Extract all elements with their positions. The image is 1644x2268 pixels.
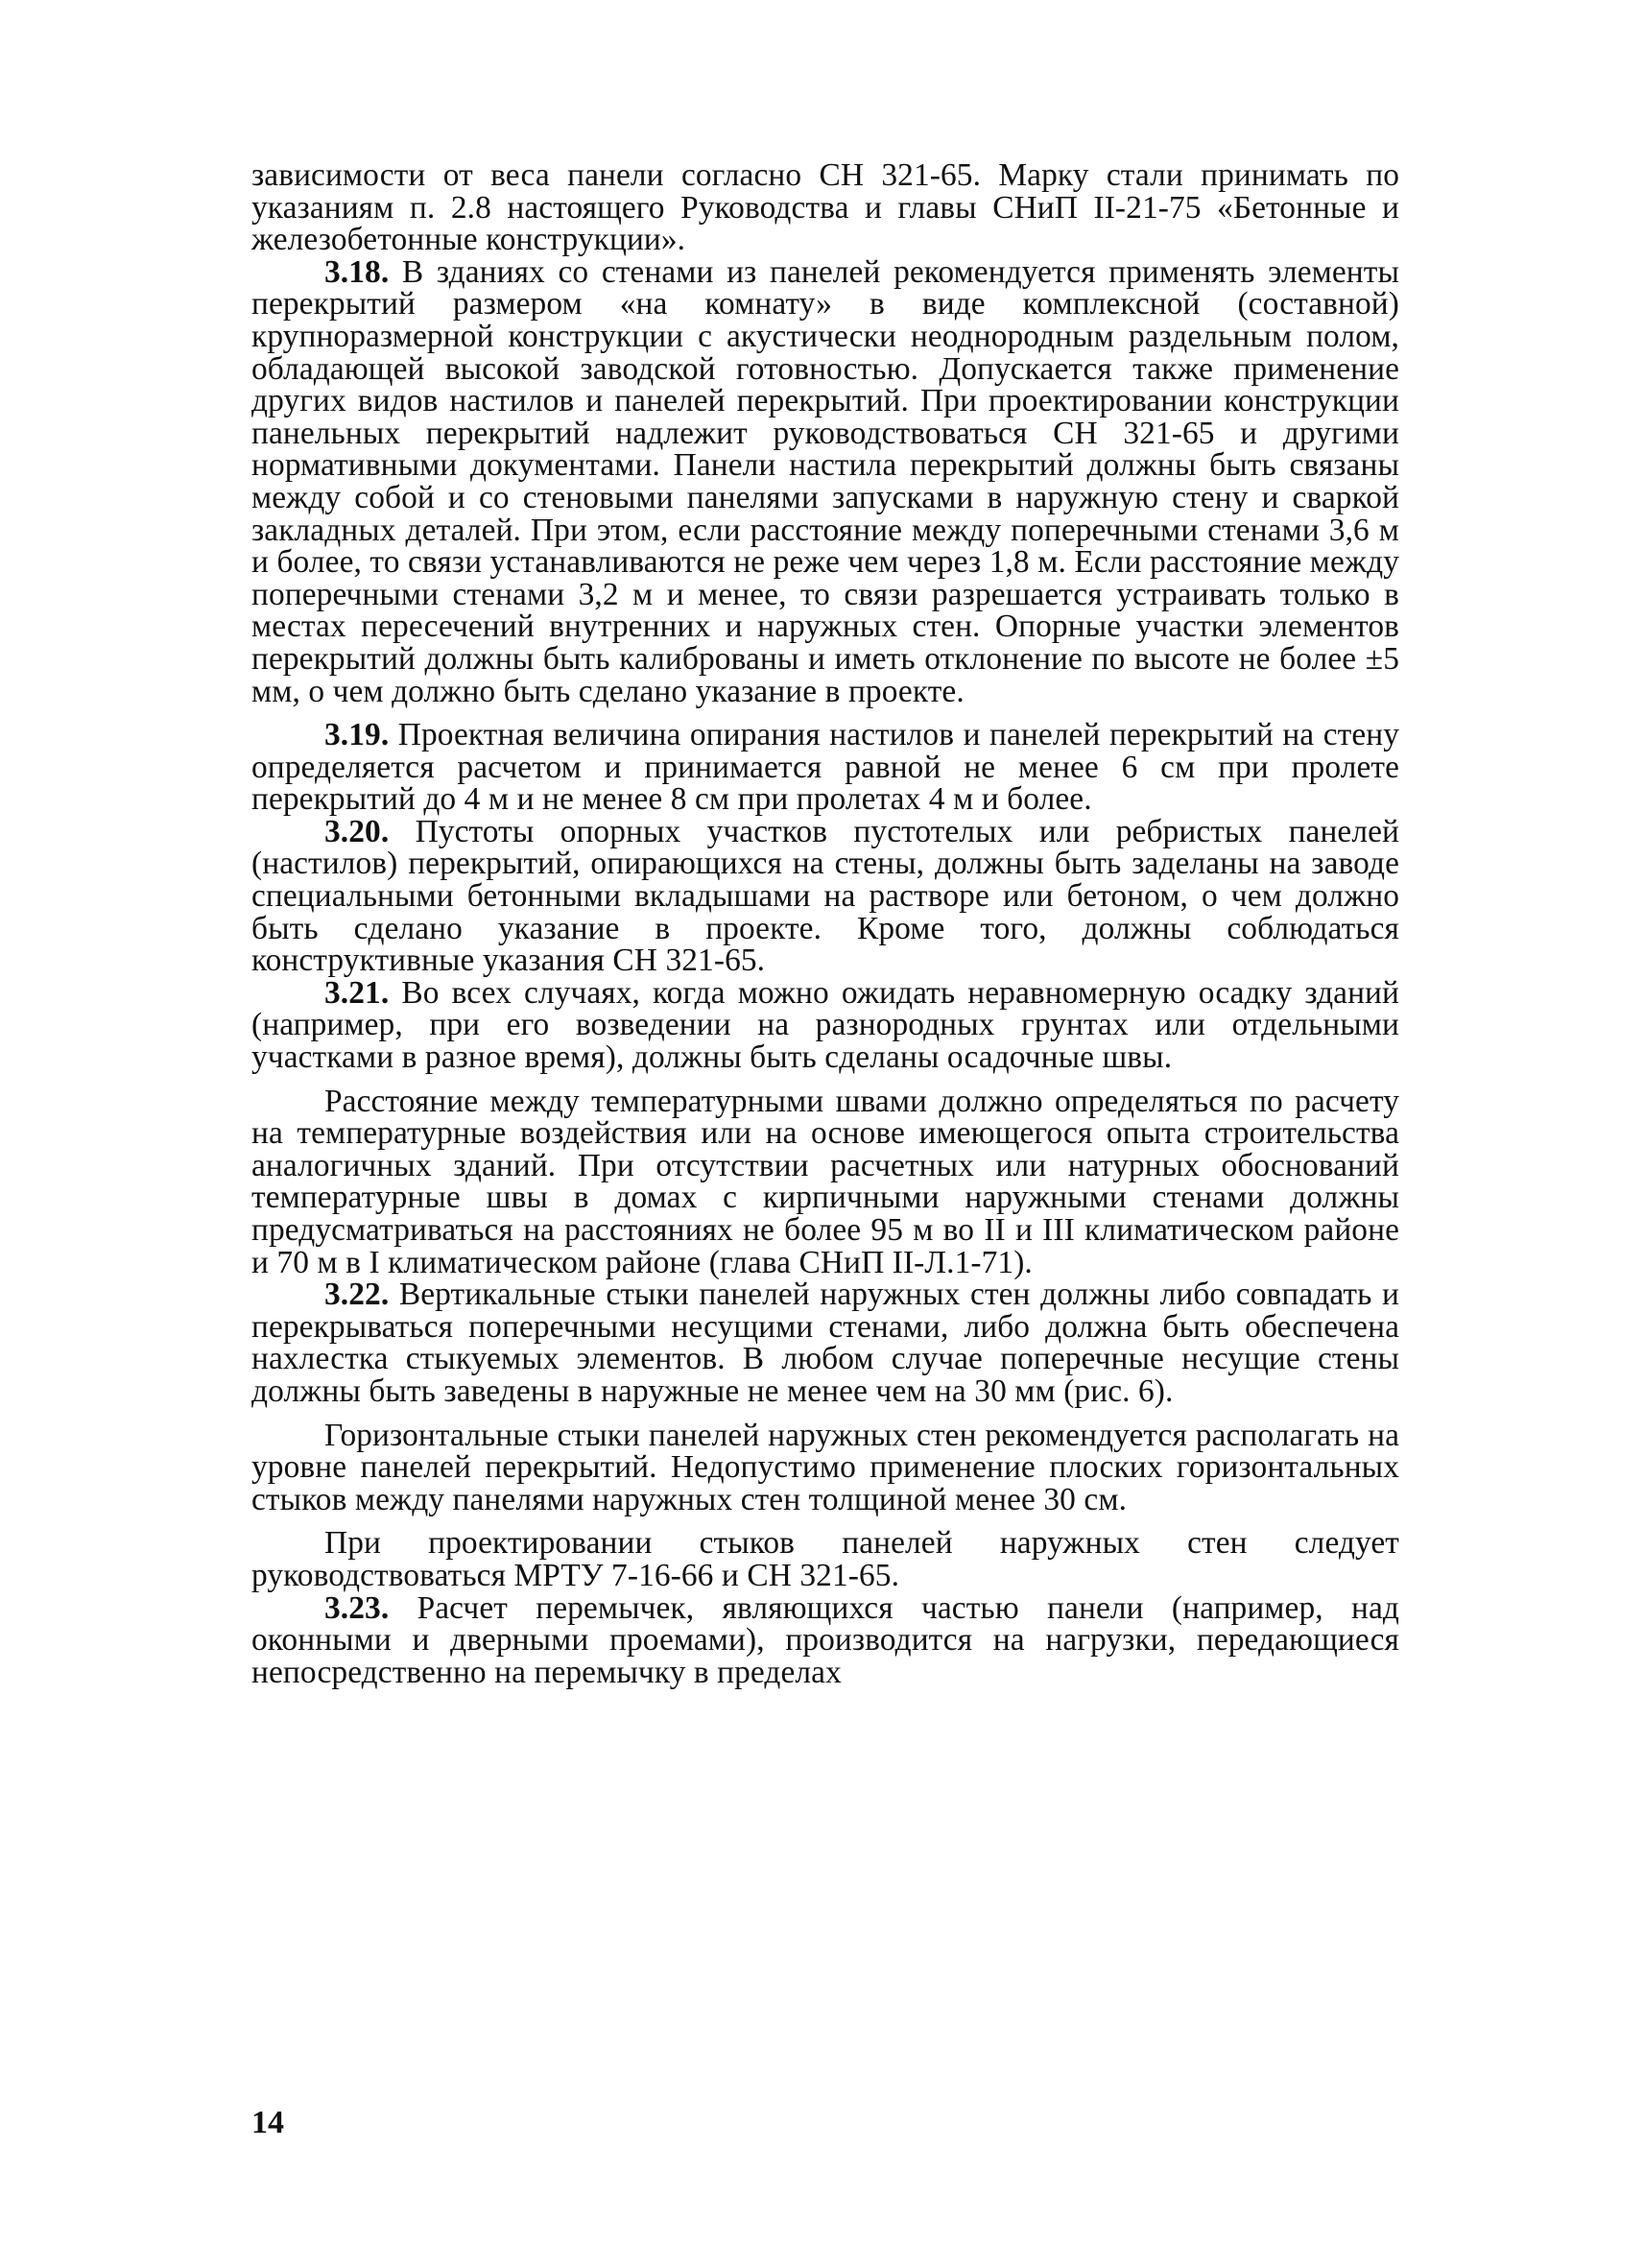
paragraph-text: При проектировании стыков панелей наружных стен следует руководствоваться МРТУ 7-16-66 и СН 321-65. — [251, 1525, 1399, 1593]
section-number: 3.19. — [324, 717, 390, 753]
paragraph — [251, 1589, 1399, 1690]
paragraph-text: Во всех случаях, когда можно ожидать неравномерную осадку зданий (например, при его возведении на разнородных грунтах или отдельными участками в разное время), должны быть сделаны осадочные швы. — [251, 974, 1399, 1076]
paragraph-text: Проектная величина опирания настилов и панелей перекрытий на стену определяется расчетом и принимается равной не менее 6 см при пролете перекрытий до 4 м и не менее 8 см при пролетах 4 м и более. — [251, 717, 1399, 818]
section-number: 3.20. — [324, 813, 390, 849]
paragraph — [251, 1278, 1399, 1407]
paragraph-text: Расчет перемычек, являющихся частью панели (например, над оконными и дверными проемами), производится на нагрузки, передающиеся непосредственно на перемычку в пределах — [251, 1589, 1399, 1690]
paragraph-text: Вертикальные стыки панелей наружных стен должны либо совпадать и перекрываться поперечными несущими стенами, либо должна быть обеспечена нахлестка стыкуемых элементов. В любом случае поперечные несущие стены должны быть заведены в наружные не менее чем на 30 мм (рис. 6). — [251, 1277, 1399, 1409]
paragraph — [251, 159, 1399, 256]
paragraph — [251, 1417, 1399, 1517]
paragraph-text: Расстояние между температурными швами должно определяться по расчету на температурные воздействия или на основе имеющегося опыта строительства аналогичных зданий. При отсутствии расчетных или натурных обоснований температурные швы в домах с кирпичными наружными стенами должны предусматриваться на расстояниях не более 95 м во II и III климатическом районе и 70 м в I климатическом районе (глава СНиП II-Л.1-71). — [251, 1083, 1399, 1280]
paragraph-text: Горизонтальные стыки панелей наружных стен рекомендуется располагать на уровне панелей перекрытий. Недопустимо применение плоских горизонтальных стыков между панелями наружных стен толщиной менее 30 см. — [251, 1417, 1399, 1517]
section-number: 3.22. — [324, 1277, 390, 1313]
page-number: 14 — [251, 2105, 284, 2140]
paragraph — [251, 1083, 1399, 1280]
section-number: 3.21. — [324, 974, 390, 1011]
paragraph-text: В зданиях со стенами из панелей рекомендуется применять элементы перекрытий размером «на комнату» в виде комплексной (составной) крупноразмерной конструкции с акустически неоднородным раздельным полом, обладающей высокой заводской готовностью. Допускается также применение других видов настилов и панелей перекрытий. При проектировании конструкции панельных перекрытий надлежит руководствоваться СН 321-65 и другими нормативными документами. Панели настила перекрытий должны быть связаны между собой и со стеновыми панелями запусками в наружную стену и сваркой закладных деталей. При этом, если расстояние между поперечными стенами 3,6 м и более, то связи устанавливаются не реже чем через 1,8 м. Если расстояние между поперечными стенами 3,2 м и менее, то связи разрешается устраивать только в местах пересечений внутренних и наружных стен. Опорные участки элементов перекрытий должны быть калиброваны и иметь отклонение по высоте не более ±5 мм, о чем должно быть сделано указание в проекте. — [251, 253, 1399, 709]
section-number: 3.23. — [324, 1589, 390, 1626]
paragraph — [251, 813, 1399, 979]
section-number: 3.18. — [324, 253, 390, 290]
paragraph — [251, 719, 1399, 816]
paragraph — [251, 253, 1399, 709]
paragraph-text: зависимости от веса панели согласно СН 321-65. Марку стали принимать по указаниям п. 2.8 настоящего Руководства и главы СНиП II-21-75 «Бетонные и железобетонные конструкции». — [251, 157, 1399, 258]
paragraph — [251, 1527, 1399, 1591]
body-text — [251, 159, 1399, 1688]
paragraph-text: Пустоты опорных участков пустотелых или ребристых панелей (настилов) перекрытий, опирающихся на стены, должны быть заделаны на заводе специальными бетонными вкладышами на растворе или бетоном, о чем должно быть сделано указание в проекте. Кроме того, должны соблюдаться конструктивные указания СН 321-65. — [251, 813, 1399, 979]
paragraph — [251, 974, 1399, 1076]
